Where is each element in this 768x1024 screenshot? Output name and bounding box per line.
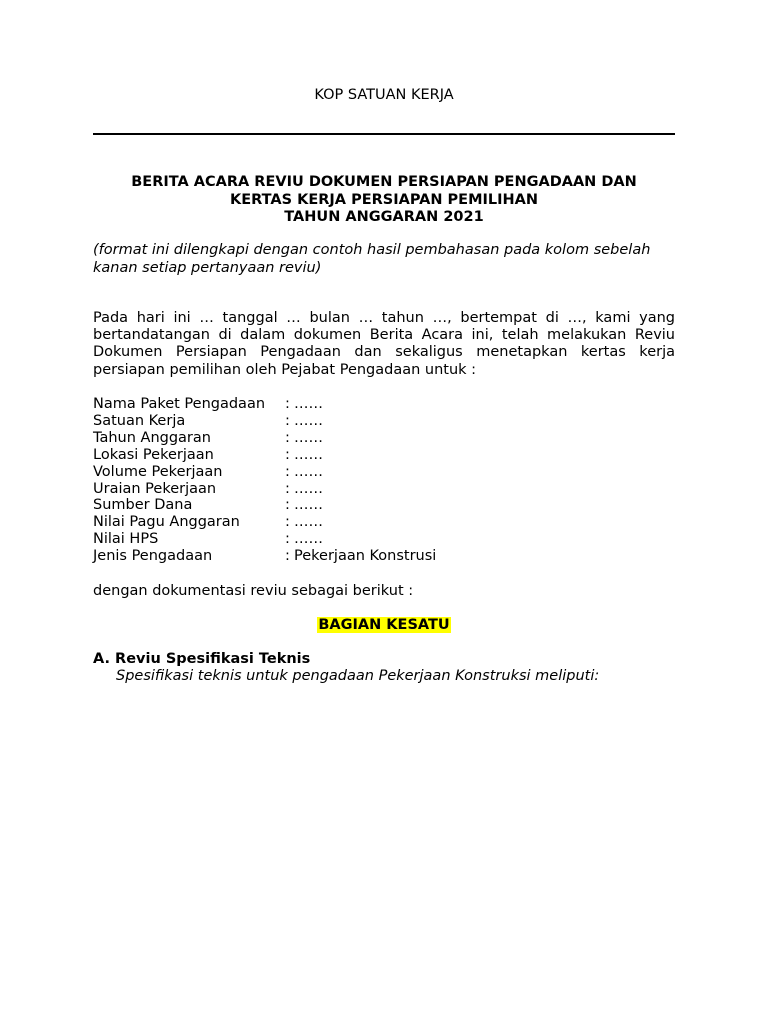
section-heading [0, 617, 768, 633]
field-label: Jenis Pengadaan [93, 548, 213, 565]
field-separator: : [285, 514, 290, 531]
field-separator: : [285, 548, 290, 565]
field-row [93, 531, 675, 548]
letterhead-divider [93, 133, 675, 135]
field-row [93, 464, 675, 481]
document-title [93, 174, 675, 227]
subsection-heading: A. Reviu Spesifikasi Teknis [93, 651, 311, 667]
package-details [93, 396, 675, 565]
field-row [93, 514, 675, 531]
closing-sentence: dengan dokumentasi reviu sebagai berikut : [93, 583, 414, 599]
title-line-2: KERTAS KERJA PERSIAPAN PEMILIHAN [229, 191, 539, 208]
field-label: Nilai HPS [93, 531, 159, 548]
field-value: …… [294, 396, 323, 412]
field-label: Tahun Anggaran [93, 429, 211, 446]
field-label: Sumber Dana [93, 497, 193, 514]
field-value: …… [294, 480, 323, 497]
field-value: …… [294, 531, 323, 548]
field-value: …… [294, 514, 323, 531]
field-row [93, 548, 675, 565]
field-separator: : [285, 497, 290, 514]
field-value: …… [294, 497, 323, 514]
intro-paragraph: Pada hari ini … tanggal … bulan … tahun …, bertempat di …, kami yang bertandatangan di dalam dokumen Berita Acara ini, telah melakukan Reviu Dokumen Persiapan Pengadaan dan sekaligus menetapkan kertas kerja persiapan pemilihan oleh Pejabat Pengadaan untuk : [93, 310, 675, 378]
field-row [93, 430, 675, 447]
field-row [93, 413, 675, 430]
field-label: Satuan Kerja [93, 412, 186, 429]
field-value: …… [294, 463, 323, 480]
field-row [93, 481, 675, 498]
title-line-1: BERITA ACARA REVIU DOKUMEN PERSIAPAN PENGADAAN DAN [131, 174, 637, 190]
field-label: Nama Paket Pengadaan [93, 396, 266, 412]
title-line-3: TAHUN ANGGARAN 2021 [284, 209, 484, 225]
field-separator: : [285, 429, 290, 446]
field-separator: : [285, 463, 290, 480]
field-row [93, 447, 675, 464]
field-value: …… [294, 412, 323, 429]
field-label: Uraian Pekerjaan [93, 480, 217, 497]
field-separator: : [285, 480, 290, 497]
field-separator: : [285, 412, 290, 429]
format-note: (format ini dilengkapi dengan contoh hasil pembahasan pada kolom sebelah kanan setiap pertanyaan reviu) [93, 242, 651, 276]
field-value: …… [294, 446, 323, 463]
field-label: Volume Pekerjaan [93, 463, 223, 480]
field-separator: : [285, 446, 290, 463]
subsection-text: Spesifikasi teknis untuk pengadaan Pekerjaan Konstruksi meliputi: [116, 668, 600, 684]
letterhead-placeholder: KOP SATUAN KERJA [314, 87, 454, 103]
section-heading-highlight: BAGIAN KESATU [318, 617, 450, 633]
field-row [93, 497, 675, 514]
field-separator: : [285, 396, 290, 412]
field-separator: : [285, 531, 290, 548]
field-label: Lokasi Pekerjaan [93, 446, 214, 463]
field-value: …… [294, 429, 323, 446]
field-value: Pekerjaan Konstrusi [294, 548, 437, 565]
field-row [93, 396, 675, 413]
field-label: Nilai Pagu Anggaran [93, 514, 240, 531]
